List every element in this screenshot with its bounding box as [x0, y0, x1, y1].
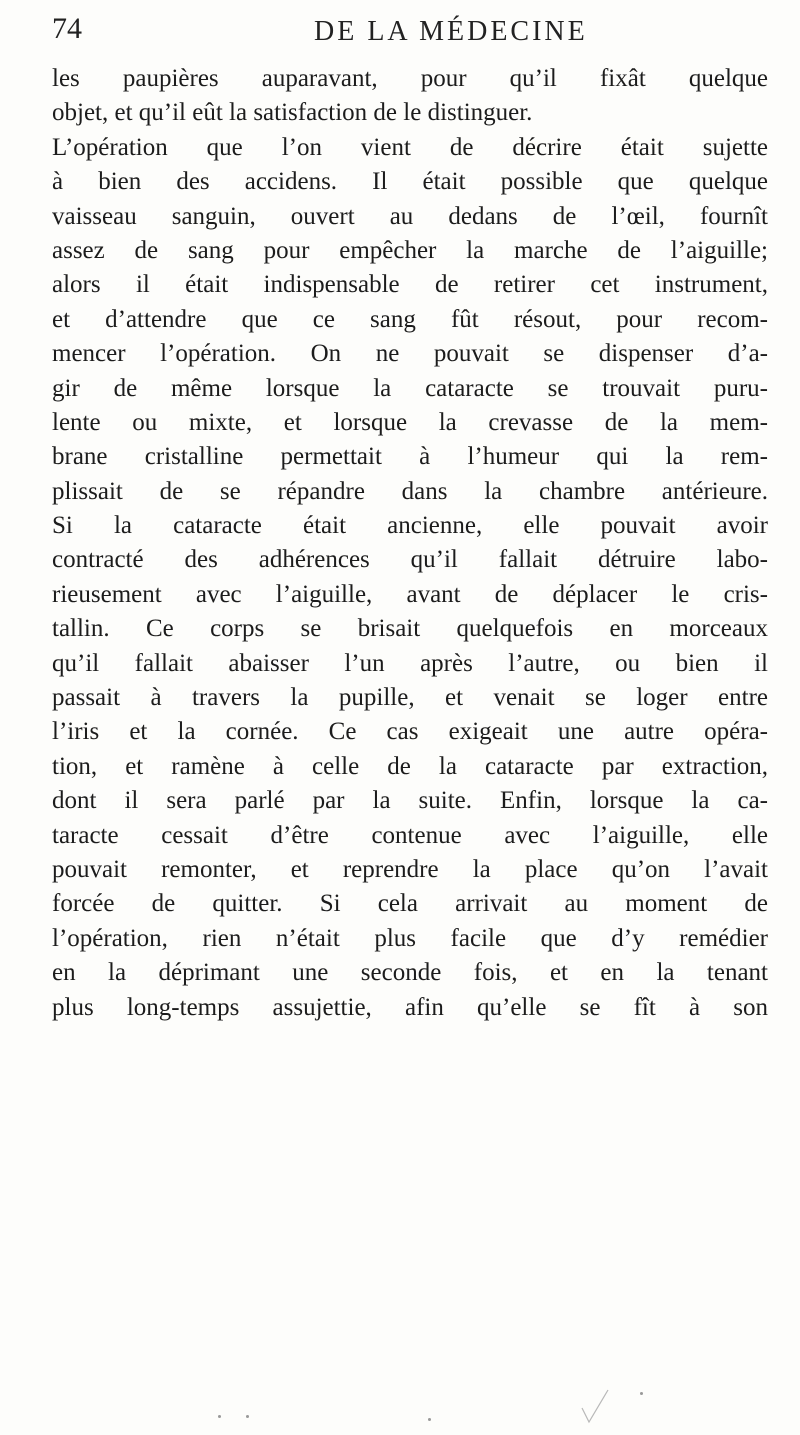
speck	[246, 1415, 249, 1418]
text-line: passait à travers la pupille, et venait se loger entre	[52, 684, 768, 712]
text-line: alors il était indispensable de retirer cet instrument,	[52, 271, 768, 299]
text-line: tion, et ramène à celle de la cataracte par extraction,	[52, 752, 768, 780]
text-line: les paupières auparavant, pour qu’il fixât quelque	[52, 65, 768, 92]
text-line: l’opération, rien n’était plus facile que d’y remédier	[52, 924, 768, 952]
text-line: rieusement avec l’aiguille, avant de déplacer le cris-	[52, 580, 768, 608]
text-line: mencer l’opération. On ne pouvait se dispenser d’a-	[52, 340, 768, 368]
page-number: 74	[52, 12, 82, 45]
running-head	[52, 10, 772, 54]
text-line: Si la cataracte était ancienne, elle pouvait avoir	[52, 512, 768, 540]
text-line: brane cristalline permettait à l’humeur qui la rem-	[52, 443, 768, 471]
text-line: qu’il fallait abaisser l’un après l’autre, ou bien il	[52, 649, 768, 677]
text-line: à bien des accidens. Il était possible que quelque	[52, 168, 768, 196]
speck	[428, 1418, 431, 1421]
text-line: forcée de quitter. Si cela arrivait au moment de	[52, 890, 768, 918]
running-title: DE LA MÉDECINE	[314, 16, 588, 47]
pencil-mark	[580, 1388, 610, 1424]
text-line: L’opération que l’on vient de décrire était sujette	[52, 133, 768, 161]
text-line: tallin. Ce corps se brisait quelquefois en morceaux	[52, 615, 768, 643]
text-line: l’iris et la cornée. Ce cas exigeait une autre opéra-	[52, 718, 768, 746]
speck	[640, 1392, 643, 1395]
speck	[218, 1415, 221, 1418]
text-line: et d’attendre que ce sang fût résout, pour recom-	[52, 305, 768, 333]
text-line: en la déprimant une seconde fois, et en la tenant	[52, 959, 768, 987]
body-text	[52, 62, 768, 1025]
text-line: plus long-temps assujettie, afin qu’elle se fît à son	[52, 993, 768, 1021]
text-line: objet, et qu’il eût la satisfaction de le distinguer.	[52, 99, 533, 127]
text-line: taracte cessait d’être contenue avec l’aiguille, elle	[52, 821, 768, 849]
text-line: pouvait remonter, et reprendre la place qu’on l’avait	[52, 855, 768, 883]
text-line: plissait de se répandre dans la chambre antérieure.	[52, 477, 768, 505]
text-line: lente ou mixte, et lorsque la crevasse de la mem-	[52, 408, 768, 436]
text-line: contracté des adhérences qu’il fallait détruire labo-	[52, 546, 768, 574]
text-line: assez de sang pour empêcher la marche de l’aiguille;	[52, 236, 768, 264]
text-line: vaisseau sanguin, ouvert au dedans de l’œil, fournît	[52, 202, 768, 230]
text-line: dont il sera parlé par la suite. Enfin, lorsque la ca-	[52, 787, 768, 815]
text-line: gir de même lorsque la cataracte se trouvait puru-	[52, 374, 768, 402]
